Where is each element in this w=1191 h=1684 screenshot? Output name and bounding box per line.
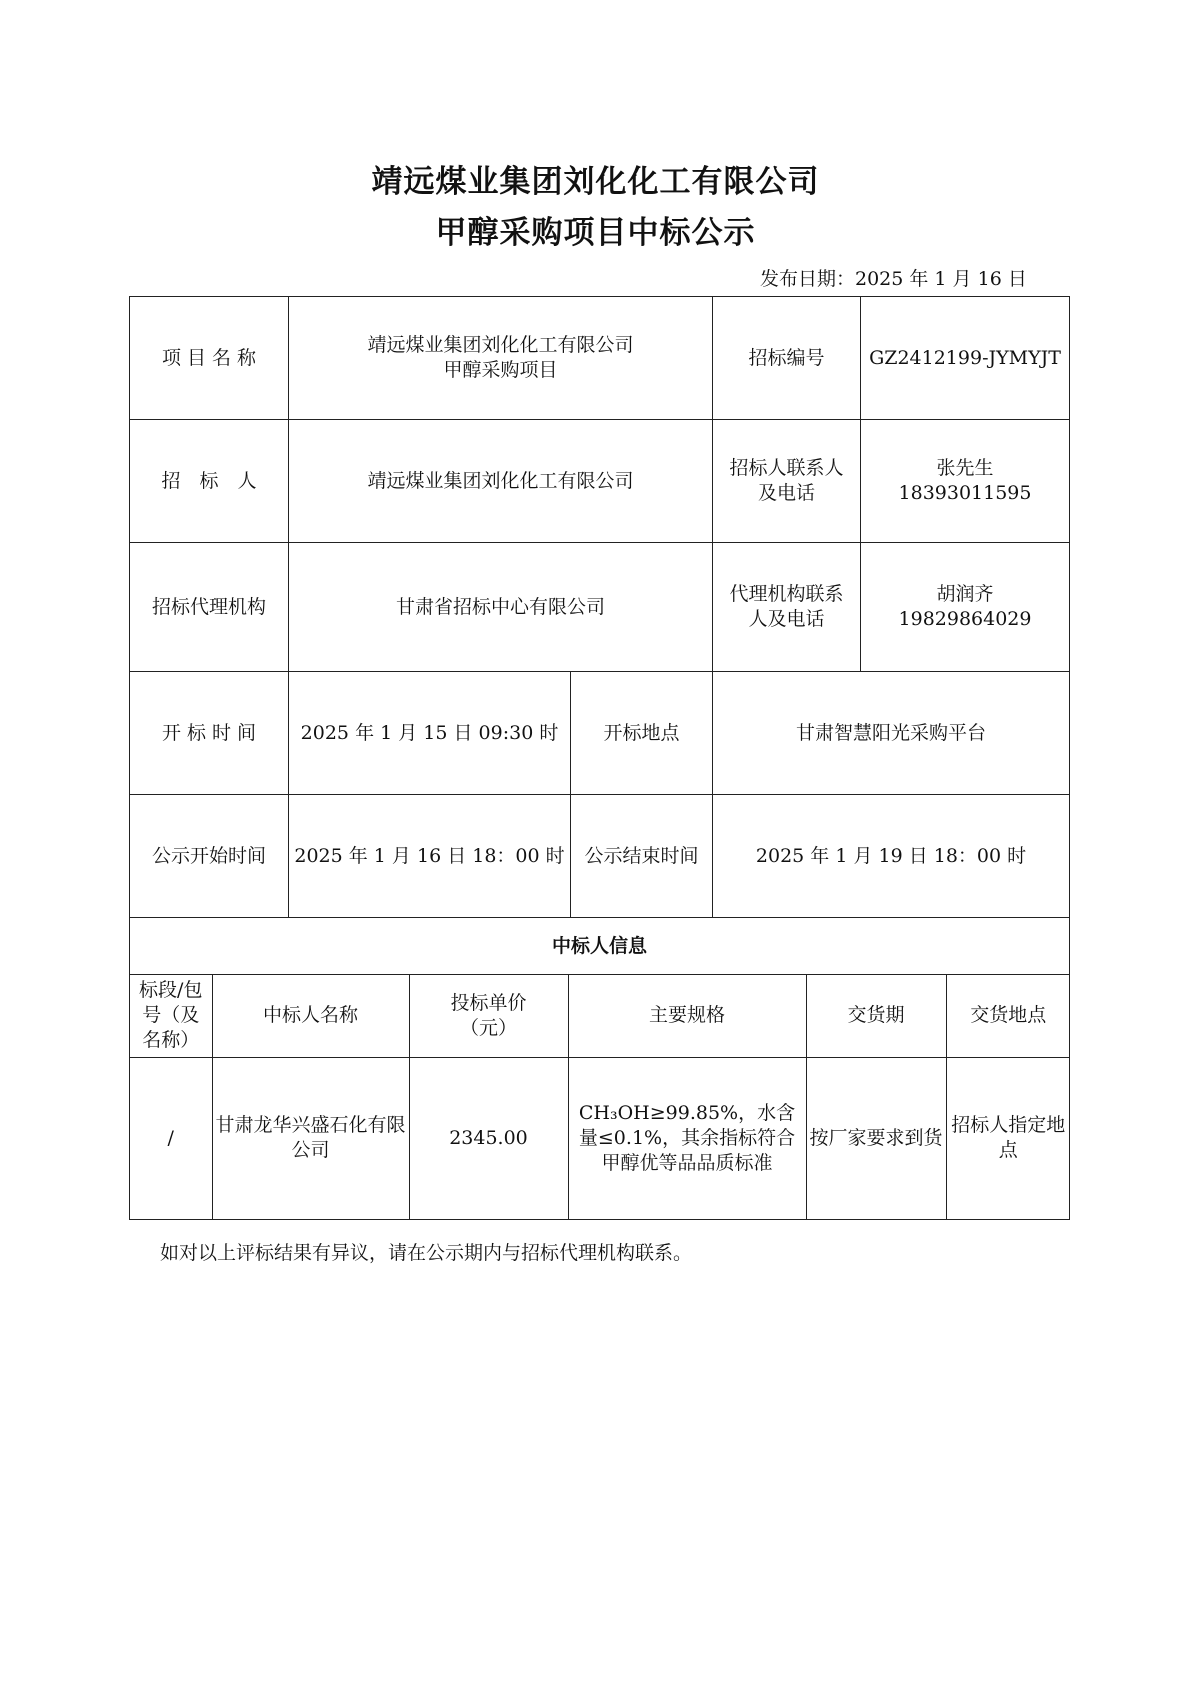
cell-spec: CH₃OH≥99.85%，水含量≤0.1%，其余指标符合甲醇优等品品质标准 — [568, 1057, 806, 1219]
open-time-value: 2025 年 1 月 15 日 09:30 时 — [289, 672, 571, 795]
header-price-line1: 投标单价 — [450, 991, 527, 1014]
tenderer-label: 招 标 人 — [130, 420, 289, 543]
notice-title-subject: 甲醇采购项目中标公示 — [435, 215, 756, 251]
row-agency — [130, 543, 1070, 672]
cell-delivery-period: 按厂家要求到货 — [806, 1057, 946, 1219]
tenderer-contact-label — [713, 420, 861, 543]
row-notice-period — [130, 795, 1070, 918]
notice-start-value: 2025 年 1 月 16 日 18：00 时 — [289, 795, 571, 918]
header-price-line2: （元） — [459, 1016, 517, 1039]
publish-date: 发布日期：2025 年 1 月 16 日 — [760, 268, 1027, 290]
bid-result-table — [129, 296, 1070, 1220]
tenderer-contact-value — [861, 420, 1070, 543]
tenderer-value: 靖远煤业集团刘化化工有限公司 — [289, 420, 713, 543]
cell-lot: / — [130, 1057, 212, 1219]
project-name-label: 项 目 名 称 — [130, 297, 289, 420]
tenderer-contact-phone: 18393011595 — [898, 482, 1032, 504]
header-lot: 标段/包号（及名称） — [130, 975, 212, 1057]
header-delivery-period: 交货期 — [806, 975, 946, 1057]
header-winner: 中标人名称 — [212, 975, 409, 1057]
winner-table-header — [130, 975, 1070, 1057]
footer-note: 如对以上评标结果有异议，请在公示期内与招标代理机构联系。 — [160, 1242, 693, 1264]
agency-contact-label-line1: 代理机构联系 — [729, 583, 844, 605]
notice-end-value: 2025 年 1 月 19 日 18：00 时 — [713, 795, 1070, 918]
row-winner-details — [130, 975, 1070, 1220]
notice-end-label: 公示结束时间 — [571, 795, 713, 918]
open-place-label: 开标地点 — [571, 672, 713, 795]
row-open-time — [130, 672, 1070, 795]
project-name-value — [289, 297, 713, 420]
winner-details-cell — [130, 975, 1070, 1220]
open-time-label: 开 标 时 间 — [130, 672, 289, 795]
notice-title-company: 靖远煤业集团刘化化工有限公司 — [371, 164, 820, 200]
tenderer-contact-label-line2: 及电话 — [758, 482, 816, 504]
header-price — [409, 975, 568, 1057]
agency-contact-label-line2: 人及电话 — [748, 608, 825, 630]
notice-start-label: 公示开始时间 — [130, 795, 289, 918]
bid-no-value: GZ2412199-JYMYJT — [861, 297, 1070, 420]
winner-table — [130, 975, 1070, 1219]
winner-section-title: 中标人信息 — [130, 918, 1070, 975]
agency-contact-name: 胡润齐 — [936, 583, 994, 605]
row-project-name — [130, 297, 1070, 420]
agency-value: 甘肃省招标中心有限公司 — [289, 543, 713, 672]
agency-contact-phone: 19829864029 — [898, 608, 1032, 630]
row-tenderer — [130, 420, 1070, 543]
bid-no-label: 招标编号 — [713, 297, 861, 420]
winner-table-row — [130, 1057, 1070, 1219]
agency-contact-label — [713, 543, 861, 672]
tenderer-contact-name: 张先生 — [936, 457, 994, 479]
cell-price: 2345.00 — [409, 1057, 568, 1219]
cell-winner: 甘肃龙华兴盛石化有限公司 — [212, 1057, 409, 1219]
open-place-value: 甘肃智慧阳光采购平台 — [713, 672, 1070, 795]
header-spec: 主要规格 — [568, 975, 806, 1057]
agency-contact-value — [861, 543, 1070, 672]
cell-delivery-place: 招标人指定地点 — [946, 1057, 1070, 1219]
project-name-line2: 甲醇采购项目 — [443, 359, 558, 381]
tenderer-contact-label-line1: 招标人联系人 — [729, 457, 844, 479]
row-winner-section-title — [130, 918, 1070, 975]
header-delivery-place: 交货地点 — [946, 975, 1070, 1057]
project-name-line1: 靖远煤业集团刘化化工有限公司 — [367, 334, 634, 356]
agency-label: 招标代理机构 — [130, 543, 289, 672]
